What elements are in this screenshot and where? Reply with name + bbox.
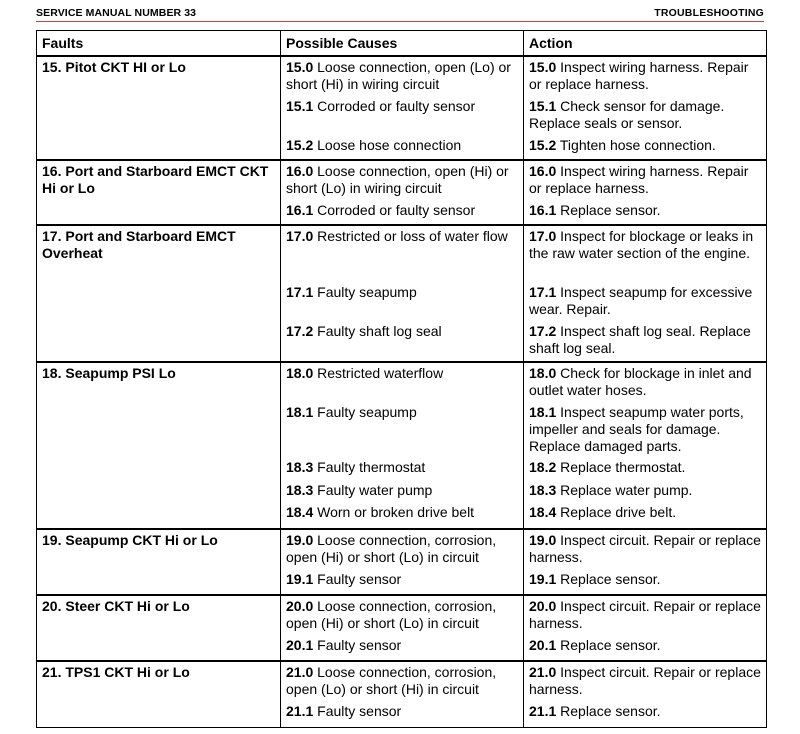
item-text: Inspect circuit. Repair or replace harness. [529,664,761,697]
item-number: 18.3 [529,482,557,498]
item-text: Inspect for blockage or leaks in the raw water section of the engine. [529,228,754,261]
cause-item [281,703,523,725]
item-number: 17.2 [529,323,557,339]
cause-item [281,598,523,637]
item-text: Inspect circuit. Repair or replace harness. [529,532,761,565]
item-number: 15.0 [286,59,314,75]
cause-item [281,323,523,359]
item-number: 20.1 [286,637,314,653]
cause-item [281,284,523,323]
cause-item [281,228,523,284]
fault-row [37,529,767,595]
item-text: Inspect shaft log seal. Replace shaft log seal. [529,323,751,356]
action-item [524,163,766,202]
item-text: Inspect wiring harness. Repair or replace harness. [529,59,749,92]
actions-cell [524,225,767,362]
cause-item [281,532,523,571]
fault-name: 20. Steer CKT Hi or Lo [37,595,281,661]
fault-row [37,225,767,362]
item-number: 15.0 [529,59,557,75]
item-number: 15.2 [529,137,557,153]
item-text: Faulty seapump [317,284,417,300]
item-number: 16.0 [286,163,314,179]
actions-cell [524,362,767,529]
section-title: TROUBLESHOOTING [654,7,764,19]
item-text: Replace sensor. [560,571,661,587]
actions-cell [524,56,767,160]
item-number: 21.0 [286,664,314,680]
item-text: Loose connection, open (Lo) or short (Hi) in wiring circuit [286,59,511,92]
item-number: 20.1 [529,637,557,653]
item-number: 17.0 [529,228,557,244]
fault-name: 18. Seapump PSI Lo [37,362,281,529]
action-item [524,571,766,592]
item-text: Replace thermostat. [560,459,686,475]
cause-item [281,459,523,482]
item-text: Loose hose connection [317,137,462,153]
header-rule [36,21,764,22]
causes-cell [281,225,524,362]
item-text: Faulty sensor [317,571,402,587]
item-number: 18.2 [529,459,557,475]
fault-name: 21. TPS1 CKT Hi or Lo [37,661,281,728]
causes-cell [281,529,524,595]
column-header-action: Action [524,31,767,57]
action-item [524,532,766,571]
item-text: Loose connection, corrosion, open (Lo) or short (Hi) in circuit [286,664,497,697]
item-number: 18.3 [286,459,314,475]
action-item [524,703,766,725]
fault-name: 16. Port and Starboard EMCT CKT Hi or Lo [37,160,281,225]
item-number: 18.0 [529,365,557,381]
actions-cell [524,160,767,225]
fault-row [37,362,767,529]
item-number: 19.1 [529,571,557,587]
item-text: Loose connection, open (Hi) or short (Lo) in wiring circuit [286,163,509,196]
item-number: 21.0 [529,664,557,680]
action-item [524,664,766,703]
item-text: Inspect seapump for excessive wear. Repair. [529,284,753,317]
item-text: Loose connection, corrosion, open (Hi) or short (Lo) in circuit [286,532,497,565]
cause-item [281,59,523,98]
item-text: Corroded or faulty sensor [317,98,476,114]
item-number: 19.0 [286,532,314,548]
item-text: Replace water pump. [560,482,693,498]
cause-item [281,137,523,157]
item-text: Faulty shaft log seal [317,323,442,339]
item-text: Replace drive belt. [560,504,677,520]
item-text: Inspect seapump water ports, impeller and seals for damage. Replace damaged parts. [529,404,744,454]
item-text: Inspect circuit. Repair or replace harness. [529,598,761,631]
action-item [524,365,766,404]
item-number: 18.1 [286,404,314,420]
item-number: 15.1 [286,98,314,114]
item-text: Worn or broken drive belt [317,504,475,520]
item-number: 19.1 [286,571,314,587]
causes-cell [281,56,524,160]
item-text: Replace sensor. [560,703,661,719]
action-item [524,637,766,658]
cause-item [281,163,523,202]
item-number: 18.3 [286,482,314,498]
item-number: 16.1 [529,202,557,218]
item-text: Replace sensor. [560,637,661,653]
fault-row [37,160,767,225]
cause-item [281,571,523,592]
item-number: 17.1 [286,284,314,300]
item-text: Check sensor for damage. Replace seals or sensor. [529,98,725,131]
action-item [524,323,766,359]
cause-item [281,202,523,222]
action-item [524,404,766,459]
action-item [524,202,766,222]
action-item [524,482,766,504]
causes-cell [281,595,524,661]
causes-cell [281,661,524,728]
item-text: Tighten hose connection. [559,137,716,153]
action-item [524,137,766,157]
table-header-row [37,31,767,57]
cause-item [281,98,523,137]
action-item [524,459,766,482]
item-number: 17.2 [286,323,314,339]
cause-item [281,404,523,459]
item-number: 15.1 [529,98,557,114]
item-number: 17.1 [529,284,557,300]
fault-row [37,595,767,661]
item-number: 20.0 [529,598,557,614]
fault-name: 17. Port and Starboard EMCT Overheat [37,225,281,362]
causes-cell [281,362,524,529]
manual-title: SERVICE MANUAL NUMBER 33 [36,7,197,19]
item-text: Corroded or faulty sensor [317,202,476,218]
column-header-causes: Possible Causes [281,31,524,57]
fault-row [37,661,767,728]
item-text: Faulty thermostat [317,459,426,475]
item-text: Check for blockage in inlet and outlet water hoses. [529,365,752,398]
actions-cell [524,595,767,661]
fault-name: 19. Seapump CKT Hi or Lo [37,529,281,595]
item-text: Restricted waterflow [317,365,444,381]
actions-cell [524,661,767,728]
troubleshooting-table [36,30,767,728]
item-text: Faulty sensor [317,637,402,653]
action-item [524,59,766,98]
item-number: 21.1 [286,703,314,719]
item-text: Inspect wiring harness. Repair or replace harness. [529,163,749,196]
cause-item [281,664,523,703]
cause-item [281,365,523,404]
item-number: 19.0 [529,532,557,548]
item-text: Restricted or loss of water flow [317,228,508,244]
cause-item [281,482,523,504]
item-number: 18.4 [286,504,314,520]
item-number: 17.0 [286,228,314,244]
action-item [524,598,766,637]
item-number: 21.1 [529,703,557,719]
action-item [524,98,766,137]
item-text: Loose connection, corrosion, open (Hi) or short (Lo) in circuit [286,598,497,631]
cause-item [281,504,523,526]
causes-cell [281,160,524,225]
action-item [524,504,766,526]
cause-item [281,637,523,658]
action-item [524,284,766,323]
item-text: Faulty water pump [317,482,433,498]
actions-cell [524,529,767,595]
item-number: 18.1 [529,404,557,420]
item-number: 18.4 [529,504,557,520]
item-number: 20.0 [286,598,314,614]
item-text: Replace sensor. [560,202,661,218]
item-number: 18.0 [286,365,314,381]
fault-name: 15. Pitot CKT HI or Lo [37,56,281,160]
column-header-faults: Faults [37,31,281,57]
page-header [36,7,764,21]
item-text: Faulty sensor [317,703,402,719]
fault-row [37,56,767,160]
item-number: 15.2 [286,137,314,153]
action-item [524,228,766,284]
item-text: Faulty seapump [317,404,417,420]
item-number: 16.1 [286,202,314,218]
item-number: 16.0 [529,163,557,179]
